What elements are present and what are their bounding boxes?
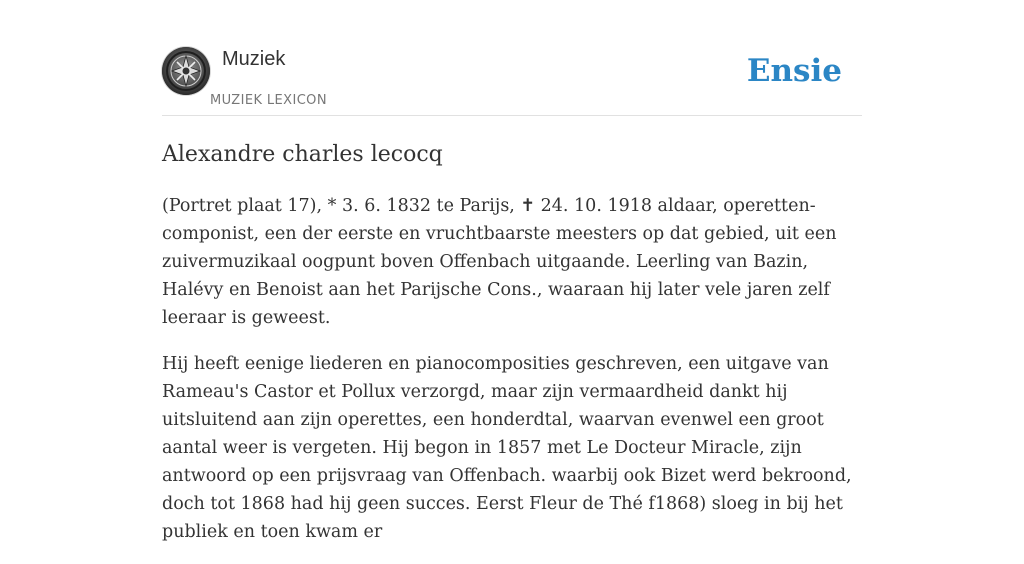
article-paragraph: Hij heeft eenige liederen en pianocomposities geschreven, een uitgave van Rameau's Castor et Pollux verzorgd, maar zijn vermaardheid dankt hij uitsluitend aan zijn operettes, een honderdtal, waarvan evenwel een groot aantal weer is vergeten. Hij begon in 1857 met Le Docteur Miracle, zijn antwoord op een prijsvraag van Offenbach. waarbij ook Bizet werd bekroond, doch tot 1868 had hij geen succes. Eerst Fleur de Thé f1868) sloeg in bij het publiek en toen kwam er: [162, 354, 852, 542]
article-body: [162, 192, 862, 564]
source-title[interactable]: Muziek: [222, 48, 286, 70]
source-header: [162, 44, 862, 116]
source-avatar[interactable]: [162, 47, 210, 95]
article-title: Alexandre charles lecocq: [162, 142, 443, 167]
article-paragraph: (Portret plaat 17), * 3. 6. 1832 te Parijs, ✝ 24. 10. 1918 aldaar, operetten-componist, een der eerste en vruchtbaarste meesters op dat gebied, uit een zuivermuzikaal oogpunt boven Offenbach uitgaande. Leerling van Bazin, Halévy en Benoist aan het Parijsche Cons., waaraan hij later vele jaren zelf leeraar is geweest.: [162, 196, 837, 328]
source-subtitle: MUZIEK LEXICON: [210, 93, 327, 108]
brand-logo[interactable]: Ensie: [746, 53, 842, 89]
ornament-medallion-icon: [162, 47, 210, 95]
